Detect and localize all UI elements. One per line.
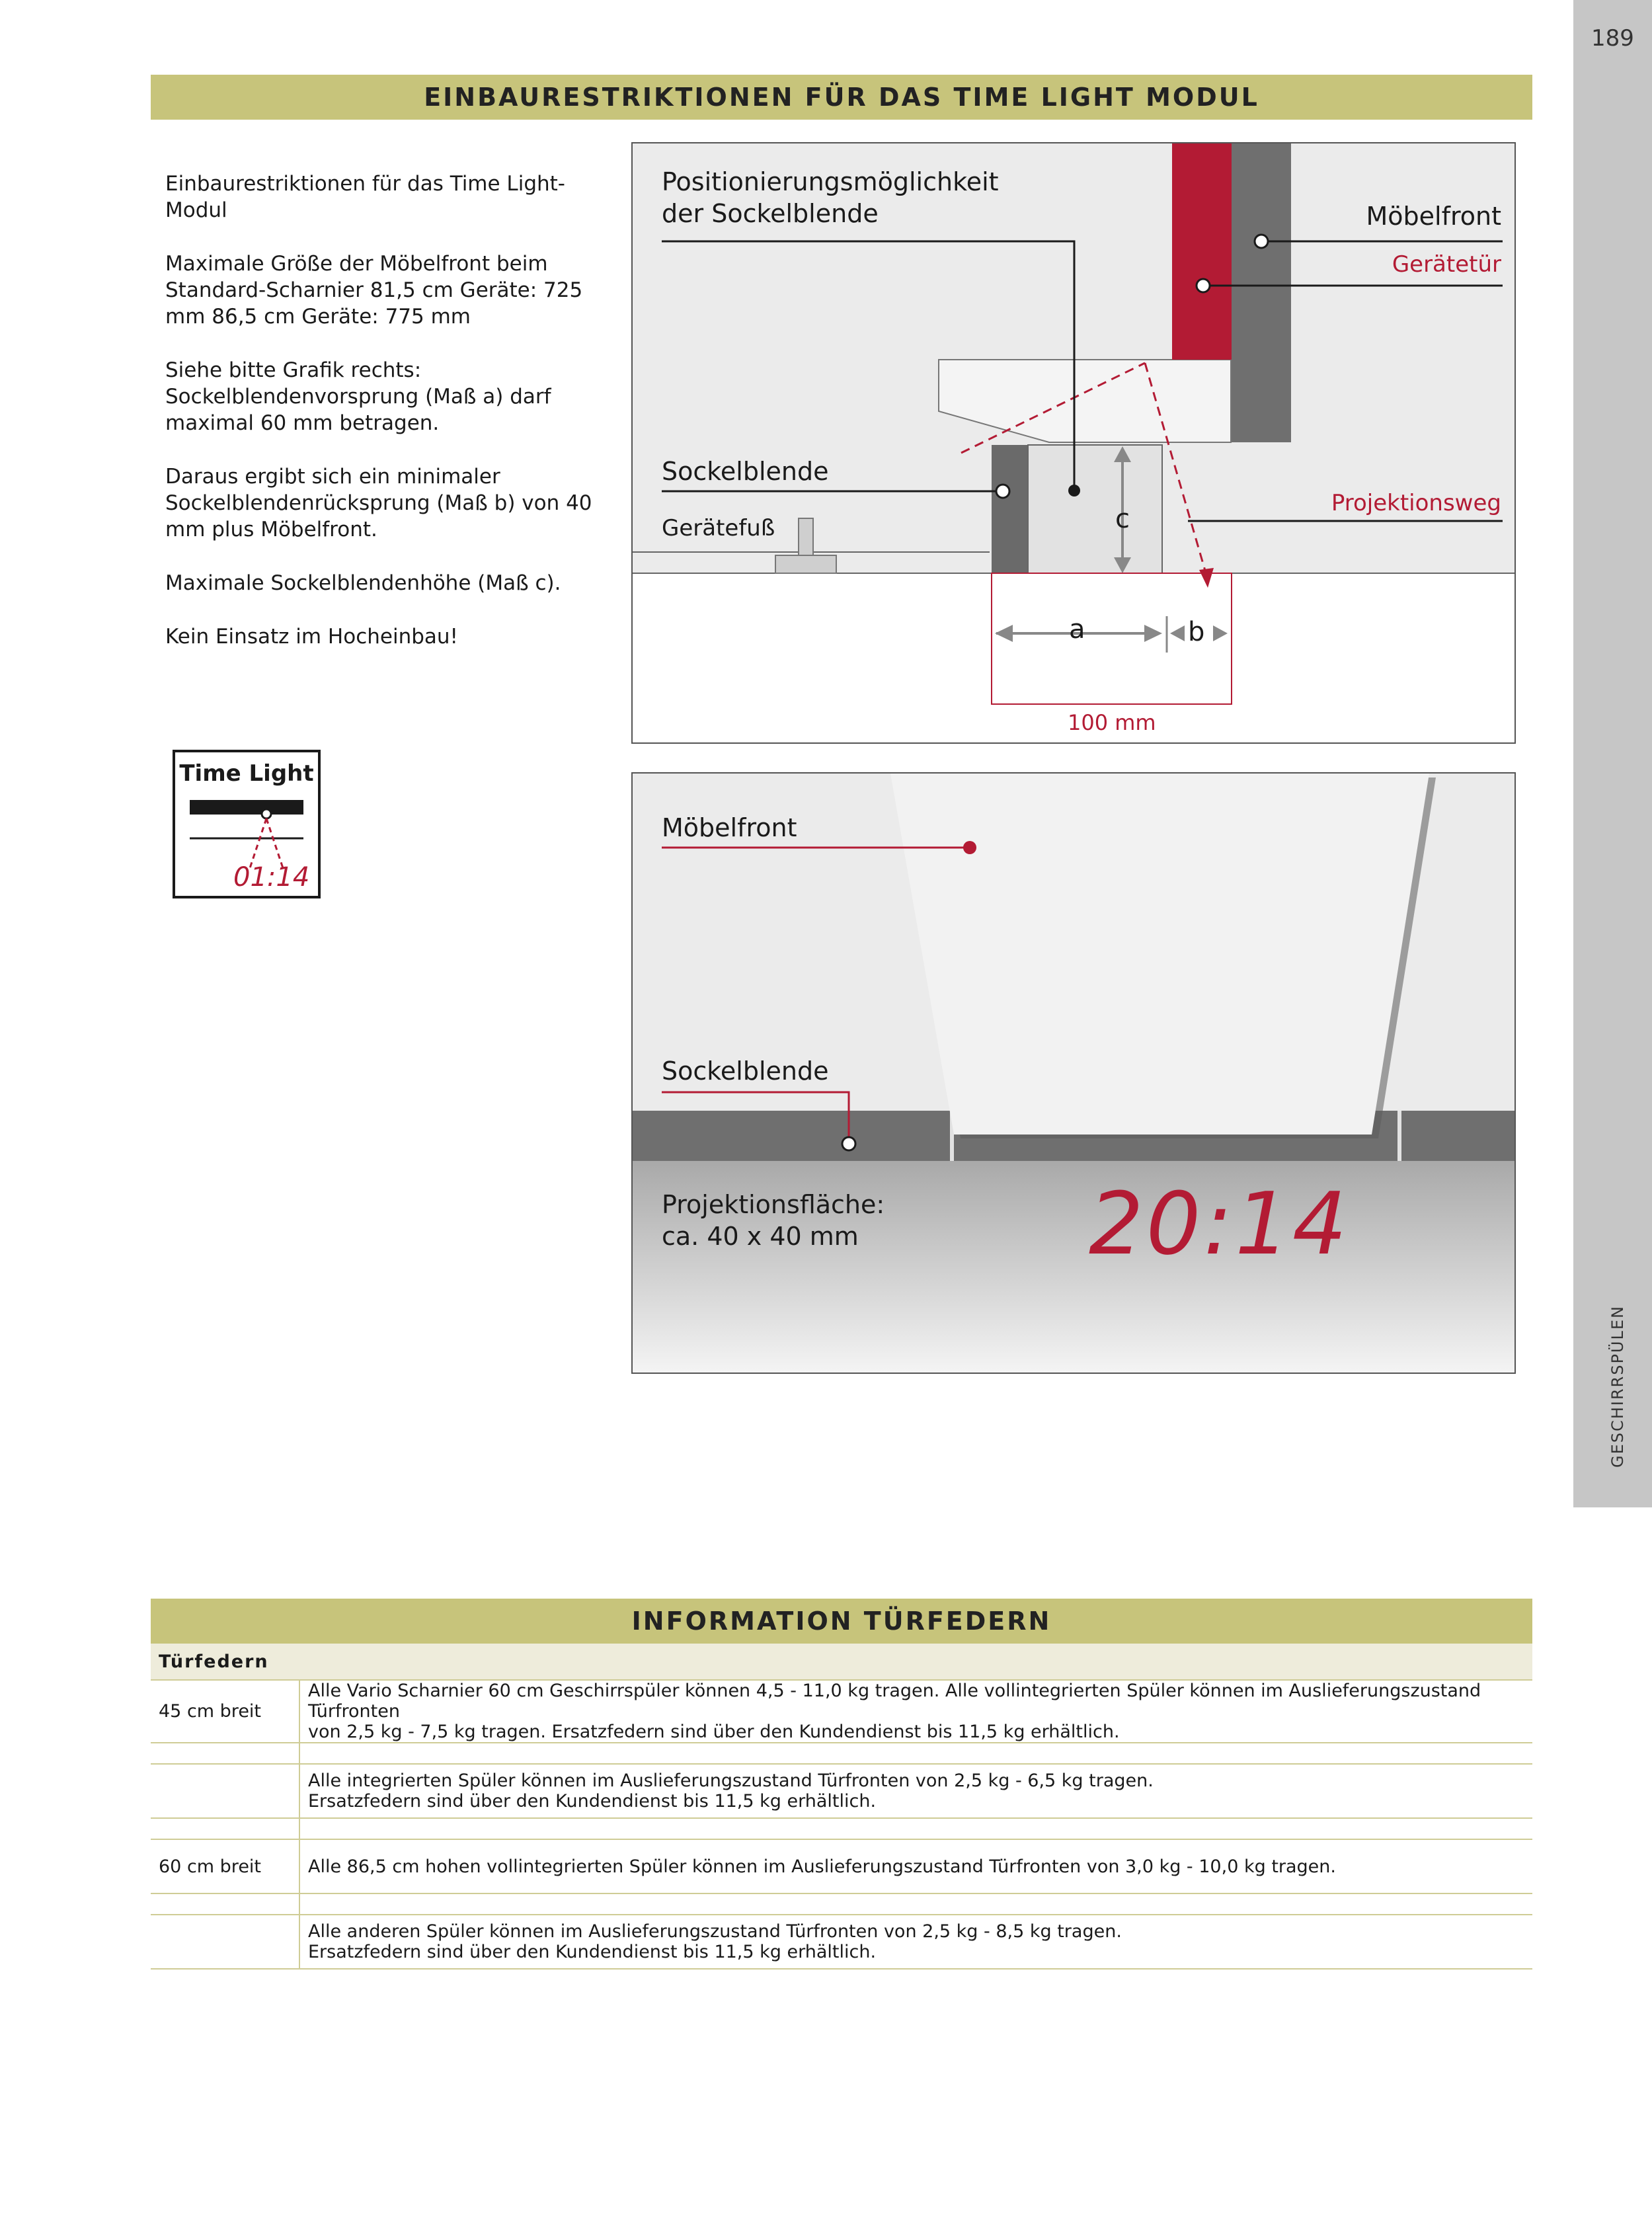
section-title-einbau: EINBAURESTRIKTIONEN FÜR DAS TIME LIGHT MODUL [151,75,1532,120]
label-moebelfront: Möbelfront [1366,202,1501,231]
row-text-line: Alle Vario Scharnier 60 cm Geschirrspüler können 4,5 - 11,0 kg tragen. Alle vollintegrierten Spüler können im Auslieferungszustand Türfronten [308,1681,1481,1722]
row-text-line: Ersatzfedern sind über den Kundendienst bis 11,5 kg erhältlich. [308,1791,877,1812]
row-text [299,1839,1532,1893]
paragraph: Daraus ergibt sich ein minimaler Sockelblendenrücksprung (Maß b) von 40 mm plus Möbelfront. [165,465,592,541]
label-projektionsflaeche-line2: ca. 40 x 40 mm [662,1222,859,1251]
time-light-display: 01:14 [233,862,310,893]
section-title-tuerfedern: INFORMATION TÜRFEDERN [151,1599,1532,1644]
time-light-title: Time Light [179,760,314,787]
table-header: Türfedern [151,1644,1532,1680]
paragraph: Kein Einsatz im Hocheinbau! [165,625,458,649]
label-projektionsflaeche-line1: Projektionsfläche: [662,1190,885,1219]
dimension-a: a [1069,614,1085,645]
installation-drawing [633,143,1516,744]
row-text [299,1680,1532,1743]
door-spring-table [151,1644,1532,1970]
spacer-row [151,1743,1532,1764]
section-tab-label: GESCHIRRSPÜLEN [1608,1305,1627,1468]
row-label [151,1915,299,1969]
spacer-row [151,1818,1532,1839]
dimension-total: 100 mm [1068,710,1156,735]
row-text [299,1915,1532,1969]
page-number: 189 [1591,25,1634,52]
diagram-installation [631,142,1516,744]
table-row [151,1915,1532,1969]
table-row [151,1839,1532,1893]
table-row [151,1680,1532,1743]
row-text-line: Ersatzfedern sind über den Kundendienst bis 11,5 kg erhältlich. [308,1942,877,1962]
label-projektionsweg: Projektionsweg [1331,490,1501,516]
label-moebelfront-bottom: Möbelfront [662,813,797,842]
paragraph: Einbaurestriktionen für das Time Light-Modul [165,172,565,222]
label-geraetefuss: Gerätefuß [662,515,775,541]
table-row [151,1764,1532,1818]
row-text-line: Alle integrierten Spüler können im Auslieferungszustand Türfronten von 2,5 kg - 6,5 kg tragen. [308,1771,1154,1791]
table-header-row [151,1644,1532,1680]
dimension-b: b [1188,617,1205,647]
row-label [151,1764,299,1818]
time-light-badge [173,750,321,898]
paragraph: Maximale Größe der Möbelfront beim Standard-Scharnier 81,5 cm Geräte: 725 mm 86,5 cm Geräte: 775 mm [165,252,583,329]
label-position-line1: Positionierungsmöglichkeit [662,167,999,196]
label-geraetetuer: Gerätetür [1392,251,1501,278]
row-text [299,1764,1532,1818]
sidebar-tab [1573,0,1652,1507]
label-sockelblende: Sockelblende [662,457,829,486]
dimension-c: c [1115,504,1130,534]
row-label: 60 cm breit [151,1839,299,1893]
spacer-row [151,1893,1532,1915]
label-sockelblende-bottom: Sockelblende [662,1056,829,1086]
row-text-line: Alle 86,5 cm hohen vollintegrierten Spüler können im Auslieferungszustand Türfronten von 3,0 kg - 10,0 kg tragen. [308,1856,1336,1877]
row-label: 45 cm breit [151,1680,299,1743]
paragraph: Maximale Sockelblendenhöhe (Maß c). [165,571,561,595]
projected-time-display: 20:14 [1089,1174,1350,1274]
label-position-line2: der Sockelblende [662,199,879,228]
intro-text [165,171,602,677]
diagram-projection [631,772,1516,1374]
row-text-line: Alle anderen Spüler können im Auslieferungszustand Türfronten von 2,5 kg - 8,5 kg tragen. [308,1921,1122,1942]
row-text-line: von 2,5 kg - 7,5 kg tragen. Ersatzfedern sind über den Kundendienst bis 11,5 kg erhältlich. [308,1722,1120,1742]
paragraph: Siehe bitte Grafik rechts: Sockelblendenvorsprung (Maß a) darf maximal 60 mm betragen. [165,358,551,435]
